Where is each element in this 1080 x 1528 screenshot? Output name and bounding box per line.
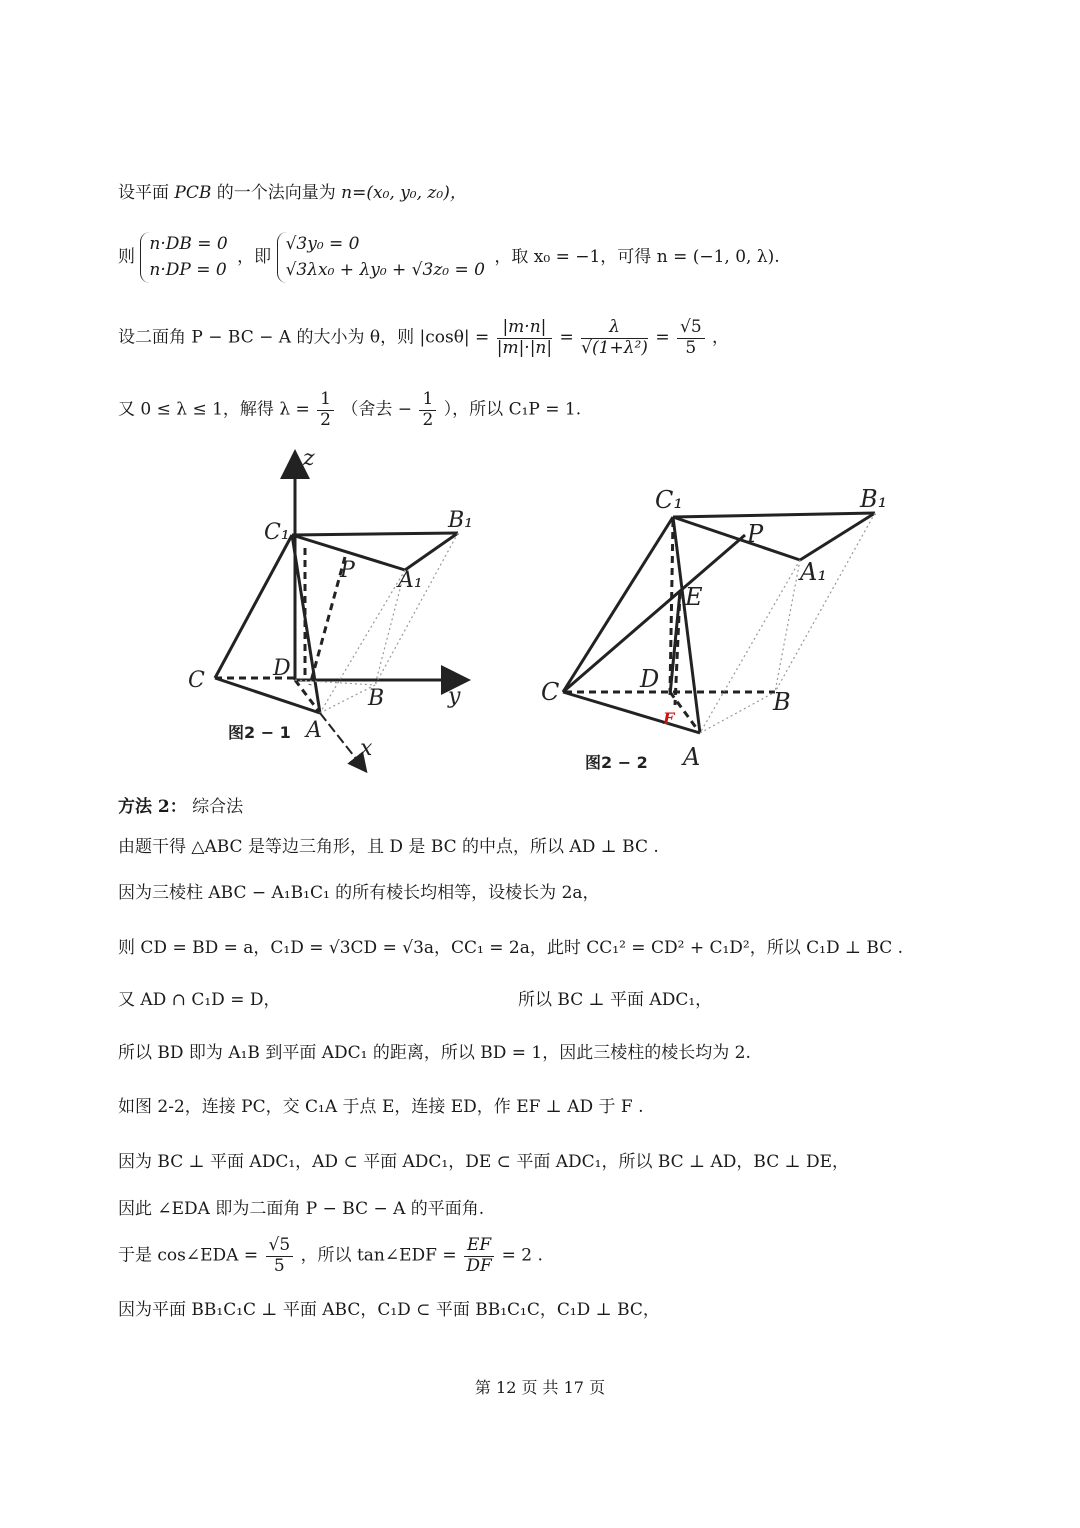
label-b: B <box>368 686 385 711</box>
normal-vector-eq: n=(x₀, y₀, z₀)， <box>341 183 467 203</box>
label-p: P <box>340 558 355 583</box>
method-2-name: 综合法 <box>192 797 244 817</box>
m2-line-7: 因为 BC ⊥ 平面 ADC₁，AD ⊂ 平面 ADC₁，DE ⊂ 平面 ADC₁，所以 BC ⊥ AD，BC ⊥ DE， <box>118 1152 850 1172</box>
method-2-label: 方法 2： <box>118 797 187 817</box>
m2-line-4a: 又 AD ∩ C₁D = D， <box>118 990 281 1010</box>
cos-fraction-1: $\frac{|m\cdot n|}{|m|\cdot|n|}$ <box>496 317 553 358</box>
label-c1: C₁ <box>264 520 290 545</box>
system-lead: 则 <box>118 247 135 267</box>
label-c1: C₁ <box>655 486 683 514</box>
solve-fraction-2: $\frac{1}{2}$ <box>419 390 436 430</box>
label-d: D <box>273 656 291 681</box>
normal-vector-line <box>118 183 467 203</box>
l9-lead: 于是 cos∠EDA = <box>118 1245 259 1266</box>
figure-caption-2: 图2 − 2 <box>585 753 648 772</box>
l9-fraction-2: $\frac{EF}{DF}$ <box>464 1236 494 1276</box>
label-c: C <box>541 678 560 706</box>
system-connector: ，即 <box>237 247 272 267</box>
figure-2-2 <box>535 480 915 780</box>
cos-theta-line: 设二面角 P − BC − A 的大小为 θ，则 |cosθ| = $\frac{|m\cdot n|}{|m|\cdot|n|}$ = $\frac{\lambda}{\text{√(1+λ²)}}$ = $\frac{√5}{5}$ ， <box>118 317 730 358</box>
label-b1: B₁ <box>448 508 473 533</box>
plane-name: PCB <box>174 183 212 203</box>
figure-caption-1: 图2 − 1 <box>228 723 291 742</box>
right-eq-2: √3λx₀ + λy₀ + √3z₀ = 0 <box>285 259 485 280</box>
l9-fraction-1: $\frac{√5}{5}$ <box>266 1236 294 1276</box>
m2-line-1: 由题干得 △ABC 是等边三角形，且 D 是 BC 的中点，所以 AD ⊥ BC . <box>118 837 659 857</box>
m2-line-6: 如图 2-2，连接 PC，交 C₁A 于点 E，连接 ED，作 EF ⊥ AD 于 F . <box>118 1097 644 1117</box>
l9-tail: = 2 . <box>501 1245 543 1266</box>
cos-fraction-3: $\frac{√5}{5}$ <box>677 318 705 358</box>
left-eq-1: n·DB = 0 <box>149 234 228 254</box>
label-b: B <box>773 688 791 716</box>
lambda-solve-line: 又 0 ≤ λ ≤ 1，解得 λ = $\frac{1}{2}$ （舍去 − $\frac{1}{2}$ ），所以 C₁P = 1. <box>118 389 582 430</box>
page-footer: 第 12 页 共 17 页 <box>474 1378 606 1397</box>
label-a1: A₁ <box>398 568 423 593</box>
l9-mid: ，所以 tan∠EDF = <box>300 1245 457 1266</box>
equation-system-line <box>118 232 780 283</box>
cos-lead: 设二面角 P − BC − A 的大小为 θ，则 |cosθ| = <box>118 327 490 348</box>
solve-fraction-1: $\frac{1}{2}$ <box>317 390 334 430</box>
label-f: F <box>663 709 675 728</box>
left-eq-2: n·DP = 0 <box>149 259 227 280</box>
right-system <box>277 232 489 283</box>
label-z: z <box>303 446 315 471</box>
cos-fraction-2: $\frac{\lambda}{\text{√(1+λ²)}}$ <box>581 317 648 358</box>
left-system <box>140 232 231 283</box>
m2-line-10: 因为平面 BB₁C₁C ⊥ 平面 ABC，C₁D ⊂ 平面 BB₁C₁C，C₁D ⊥ BC， <box>118 1300 660 1320</box>
solve-lead: 又 0 ≤ λ ≤ 1，解得 λ = <box>118 399 310 420</box>
m2-line-5: 所以 BD 即为 A₁B 到平面 ADC₁ 的距离，所以 BD = 1，因此三棱柱的棱长均为 2. <box>118 1043 751 1063</box>
label-a: A <box>683 743 701 771</box>
label-c: C <box>188 668 205 693</box>
label-e: E <box>685 583 703 611</box>
label-x: x <box>360 736 373 761</box>
label-p: P <box>747 520 764 548</box>
system-tail: ，取 x₀ = −1，可得 n = (−1, 0, λ). <box>494 247 780 267</box>
label-d: D <box>640 665 660 693</box>
label-b1: B₁ <box>860 485 888 513</box>
text-mid: 的一个法向量为 <box>216 183 336 203</box>
x-axis <box>320 713 365 770</box>
m2-line-4b: 所以 BC ⊥ 平面 ADC₁， <box>518 990 713 1010</box>
text-lead: 设平面 <box>118 183 169 203</box>
m2-line-9 <box>118 1236 543 1276</box>
m2-line-2: 因为三棱柱 ABC − A₁B₁C₁ 的所有棱长均相等，设棱长为 2a， <box>118 883 600 903</box>
label-a: A <box>306 718 322 743</box>
method-2-heading <box>118 797 243 817</box>
m2-line-3: 则 CD = BD = a，C₁D = √3CD = √3a，CC₁ = 2a，此时 CC₁² = CD² + C₁D²，所以 C₁D ⊥ BC . <box>118 938 904 958</box>
right-eq-1: √3y₀ = 0 <box>285 234 360 254</box>
figure-2-1 <box>180 445 500 775</box>
label-a1: A₁ <box>800 558 827 586</box>
label-y: y <box>448 684 461 709</box>
m2-line-8: 因此 ∠EDA 即为二面角 P − BC − A 的平面角. <box>118 1199 485 1219</box>
